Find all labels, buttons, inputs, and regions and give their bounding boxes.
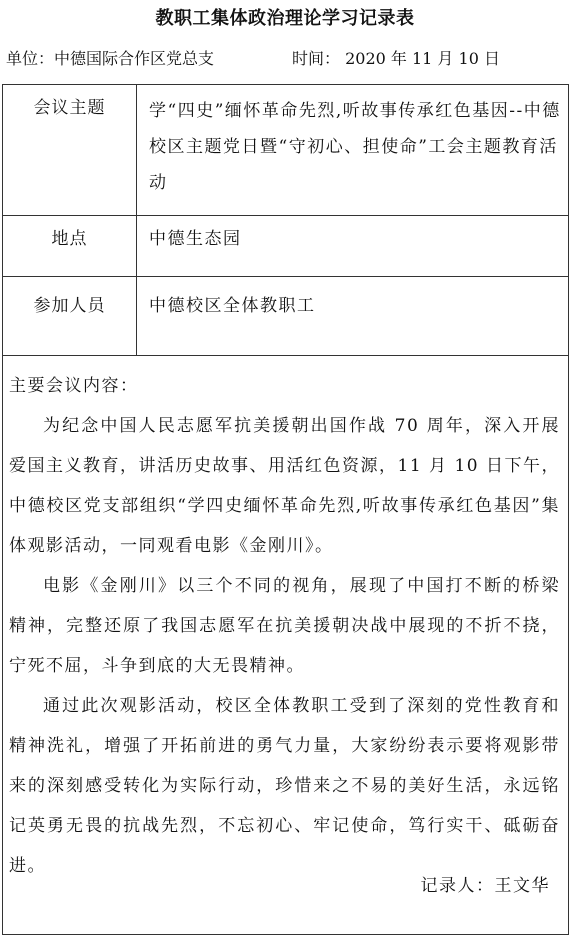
record-table [2, 84, 569, 935]
attendees-label: 参加人员 [3, 277, 137, 356]
topic-row [3, 85, 569, 216]
content-row [3, 356, 569, 935]
attendees-row [3, 277, 569, 356]
meta-row [6, 46, 566, 72]
content-paragraph: 为纪念中国人民志愿军抗美援朝出国作战 70 周年，深入开展爱国主义教育，讲活历史故事、用活红色资源，11 月 10 日下午，中德校区党支部组织“学四史缅怀革命先烈,听故事传承红色基因”集体观影活动，一同观看电影《金刚川》。 [9, 416, 560, 556]
place-row [3, 216, 569, 277]
content-paragraph: 电影《金刚川》以三个不同的视角，展现了中国打不断的桥梁精神，完整还原了我国志愿军在抗美援朝决战中展现的不折不挠，宁死不屈，斗争到底的大无畏精神。 [9, 576, 560, 676]
content-paragraph: 通过此次观影活动，校区全体教职工受到了深刻的党性教育和精神洗礼，增强了开拓前进的勇气力量，大家纷纷表示要将观影带来的深刻感受转化为实际行动，珍惜来之不易的美好生活，永远铭记英勇无畏的抗战先烈，不忘初心、牢记使命，笃行实干、砥砺奋进。 [9, 696, 560, 876]
unit-text: 单位：中德国际合作区党总支 [6, 49, 215, 68]
attendees-value: 中德校区全体教职工 [137, 277, 569, 356]
place-label: 地点 [3, 216, 137, 277]
place-value: 中德生态园 [137, 216, 569, 277]
content-cell [3, 356, 569, 935]
topic-value: 学“四史”缅怀革命先烈,听故事传承红色基因--中德校区主题党日暨“守初心、担使命”工会主题教育活动 [137, 85, 569, 216]
content-heading: 主要会议内容： [9, 376, 139, 396]
time-text: 时间： 2020 年 11 月 10 日 [292, 49, 500, 68]
topic-label: 会议主题 [3, 85, 137, 216]
document-title: 教职工集体政治理论学习记录表 [155, 8, 415, 29]
recorder-signature: 记录人：王文华 [420, 876, 550, 896]
